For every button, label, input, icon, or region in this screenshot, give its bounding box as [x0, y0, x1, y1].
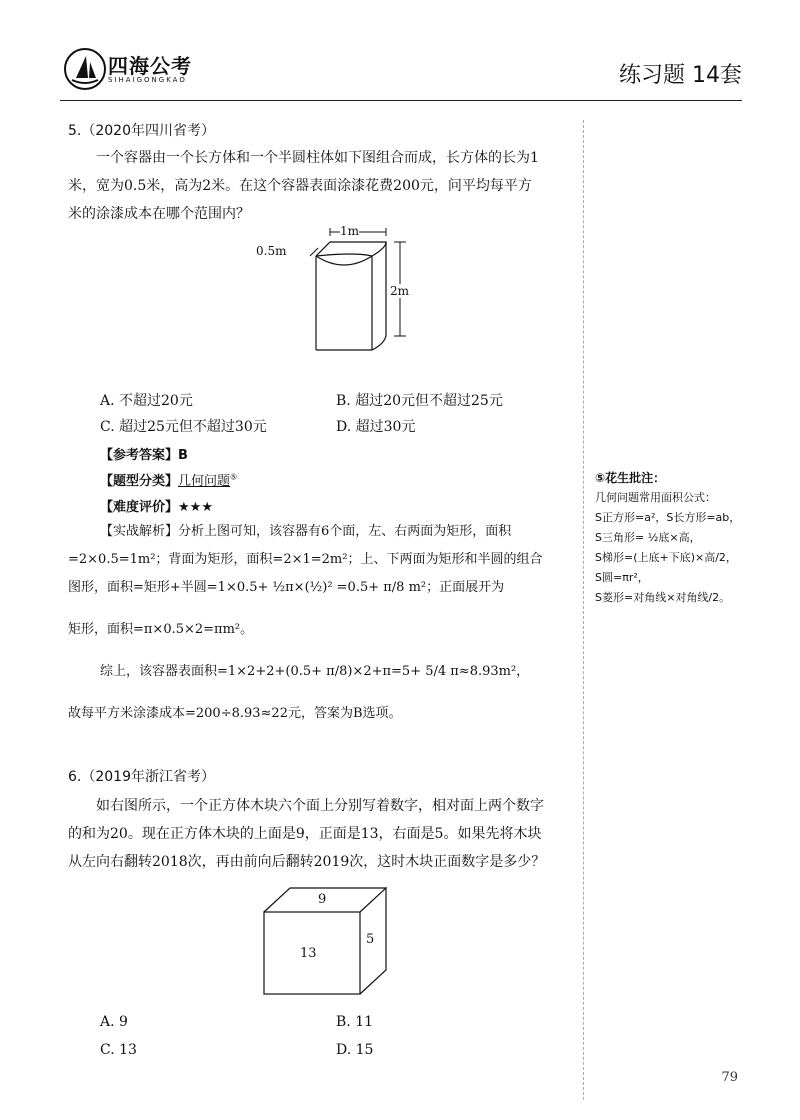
label-height: 2m	[390, 284, 410, 298]
q5-option-c: C. 超过25元但不超过30元	[100, 419, 267, 435]
note-line: S三角形= ½底×高，	[595, 531, 701, 544]
q5-difficulty	[100, 496, 213, 515]
logo-name: 四海公考	[108, 54, 192, 78]
q5-solution	[68, 518, 583, 728]
q6-option-c: C. 13	[100, 1042, 137, 1058]
note-line: 几何问题常用面积公式：	[595, 491, 716, 504]
cube-top-number: 9	[318, 892, 327, 907]
category-label: 【题型分类】	[100, 474, 179, 489]
header-divider	[60, 100, 742, 101]
note-line: S圆=πr²，	[595, 571, 649, 584]
logo-sail-icon	[64, 48, 106, 90]
q5-option-d: D. 超过30元	[336, 419, 416, 435]
q5-heading: 5.（2020年四川省考）	[68, 123, 215, 139]
q5-figure	[256, 222, 420, 352]
difficulty-stars: ★★★	[178, 500, 213, 515]
q6-option-b: B. 11	[336, 1014, 374, 1030]
q5-answer: 【参考答案】B	[100, 448, 188, 463]
q5-text	[68, 144, 578, 228]
q5-text-line: 米，宽为0.5米，高为2米。在这个容器表面涂漆花费200元，问平均每平方	[68, 178, 532, 194]
cube-front-number: 13	[300, 946, 317, 961]
solution-line: 故每平方米涂漆成本=200÷8.93≈22元，答案为B选项。	[68, 706, 402, 721]
solution-line: 综上，该容器表面积=1×2+2+(0.5+ π/8)×2+π=5+ 5/4 π≈8.93m²，	[100, 664, 530, 679]
logo	[62, 46, 222, 98]
q6-text	[68, 792, 578, 876]
q6-cube-figure	[262, 886, 402, 996]
solution-line: 矩形，面积=π×0.5×2=πm²。	[68, 622, 254, 637]
cube-right-number: 5	[366, 932, 375, 947]
q5-option-b: B. 超过20元但不超过25元	[336, 393, 503, 409]
note-line: S正方形=a²，S长方形=ab，	[595, 511, 741, 524]
difficulty-label: 【难度评价】	[100, 500, 179, 515]
category-value: 几何问题	[178, 474, 231, 489]
q6-text-line: 如右图所示，一个正方体木块六个面上分别写着数字，相对面上两个数字	[96, 798, 544, 814]
margin-divider	[583, 120, 584, 1100]
set-title: 练习题 14套	[619, 63, 742, 88]
solution-line: 图形，面积=矩形+半圆=1×0.5+ ½π×(½)² =0.5+ π/8 m²；正面展开为	[68, 580, 505, 595]
q6-option-d: D. 15	[336, 1042, 374, 1058]
solution-line: 【实战解析】分析上图可知，该容器有6个面，左、右两面为矩形，面积	[100, 524, 512, 539]
label-width: 0.5m	[256, 244, 287, 258]
logo-subtitle: SIHAIGONGKAO	[108, 76, 187, 84]
page-number: 79	[721, 1070, 738, 1085]
q6-heading: 6.（2019年浙江省考）	[68, 769, 215, 785]
label-length: 1m	[340, 224, 360, 238]
q6-text-line: 从左向右翻转2018次，再由前向后翻转2019次，这时木块正面数字是多少？	[68, 854, 546, 870]
q5-category: 【题型分类】几何问题⑤	[100, 472, 238, 489]
q5-text-line: 一个容器由一个长方体和一个半圆柱体如下图组合而成，长方体的长为1	[96, 150, 539, 166]
note-line: S梯形=(上底+下底)×高/2，	[595, 551, 737, 564]
solution-line: =2×0.5=1m²；背面为矩形，面积=2×1=2m²；上、下两面为矩形和半圆的组合	[68, 552, 543, 567]
q6-text-line: 的和为20。现在正方体木块的上面是9，正面是13，右面是5。如果先将木块	[68, 826, 542, 842]
q5-option-a: A. 不超过20元	[100, 393, 193, 409]
note-title: ⑤花生批注：	[595, 471, 666, 485]
q6-option-a: A. 9	[100, 1014, 128, 1030]
note-line: S菱形=对角线×对角线/2。	[595, 591, 731, 604]
q5-text-line: 米的涂漆成本在哪个范围内？	[68, 206, 250, 222]
side-note	[595, 468, 745, 608]
